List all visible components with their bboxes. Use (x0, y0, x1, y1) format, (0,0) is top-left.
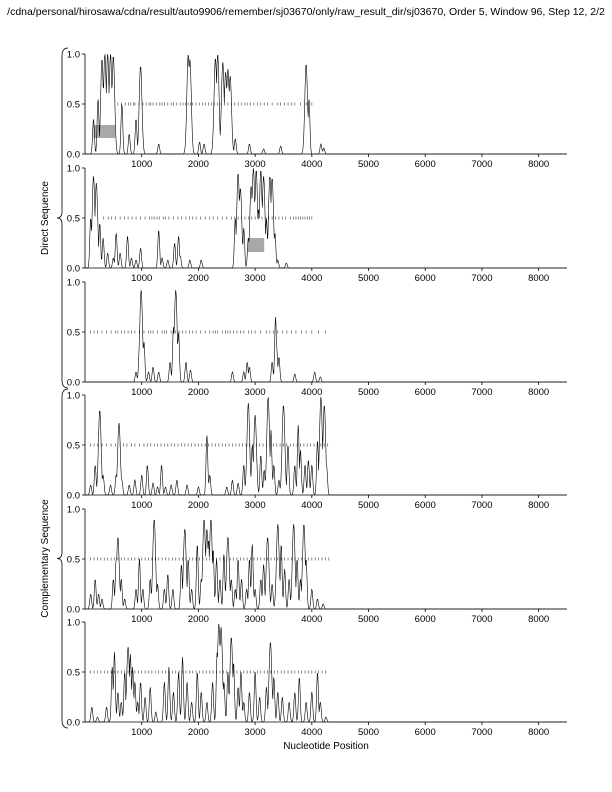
panel-3 (67, 278, 567, 399)
x-tick-label: 5000 (357, 273, 380, 284)
x-tick-label: 7000 (471, 273, 493, 284)
y-tick-label: 0.5 (66, 213, 80, 225)
x-tick-label: 3000 (244, 387, 266, 398)
y-tick-label: 0.0 (66, 490, 80, 502)
panel-1 (67, 50, 567, 171)
x-tick-label: 5000 (357, 387, 380, 398)
x-tick-label: 7000 (471, 727, 493, 738)
x-tick-label: 1000 (131, 500, 153, 511)
x-tick-label: 8000 (528, 727, 550, 738)
x-tick-label: 6000 (414, 273, 436, 284)
x-tick-label: 3000 (244, 500, 266, 511)
x-tick-label: 5000 (357, 159, 380, 170)
x-tick-label: 4000 (301, 727, 323, 738)
x-tick-label: 1000 (131, 614, 153, 625)
group-label: Complementary Sequence (40, 499, 51, 618)
y-tick-label: 1.0 (66, 617, 80, 629)
group-labels (40, 48, 68, 728)
x-tick-label: 6000 (414, 727, 436, 738)
x-tick-label: 2000 (187, 273, 209, 284)
y-tick-label: 0.0 (66, 377, 80, 389)
x-tick-label: 2000 (187, 614, 209, 625)
x-tick-label: 7000 (471, 500, 493, 511)
x-tick-label: 3000 (244, 614, 266, 625)
x-tick-label: 8000 (528, 614, 550, 625)
x-tick-label: 6000 (414, 387, 436, 398)
x-tick-label: 2000 (187, 387, 209, 398)
y-tick-label: 1.0 (66, 390, 80, 402)
series-line (85, 290, 567, 382)
y-tick-label: 1.0 (66, 163, 80, 175)
series-line (85, 624, 567, 722)
x-tick-label: 3000 (244, 727, 266, 738)
panel-4 (67, 391, 567, 512)
x-tick-label: 2000 (187, 500, 209, 511)
x-tick-label: 7000 (471, 159, 493, 170)
highlight-box (248, 238, 264, 252)
y-tick-label: 0.5 (66, 327, 80, 339)
y-tick-label: 1.0 (66, 277, 80, 289)
x-tick-label: 8000 (528, 500, 550, 511)
x-tick-label: 1000 (131, 159, 153, 170)
x-axis-title: Nucleotide Position (283, 741, 369, 752)
x-tick-label: 6000 (414, 500, 436, 511)
x-tick-label: 7000 (471, 614, 493, 625)
y-tick-label: 0.5 (66, 99, 80, 111)
x-tick-label: 4000 (301, 500, 323, 511)
x-tick-label: 2000 (187, 727, 209, 738)
x-tick-label: 8000 (528, 273, 550, 284)
y-tick-label: 0.5 (66, 554, 80, 566)
panel-2 (67, 164, 567, 285)
x-tick-label: 1000 (131, 387, 153, 398)
panels (67, 50, 567, 739)
x-tick-label: 4000 (301, 387, 323, 398)
page-title: /cdna/personal/hirosawa/cdna/result/auto9906/remember/sj03670/only/raw_result_dir/sj03670, Order 5, Window 96, Step 12, 2/2 (7, 6, 605, 18)
y-tick-label: 0.5 (66, 667, 80, 679)
x-tick-label: 3000 (244, 273, 266, 284)
group-label: Direct Sequence (40, 181, 51, 255)
y-tick-label: 0.0 (66, 604, 80, 616)
x-tick-label: 2000 (187, 159, 209, 170)
x-tick-label: 6000 (414, 614, 436, 625)
panel-5 (67, 505, 567, 626)
x-tick-label: 8000 (528, 159, 550, 170)
x-tick-label: 4000 (301, 273, 323, 284)
x-tick-label: 8000 (528, 387, 550, 398)
y-tick-label: 1.0 (66, 504, 80, 516)
series-line (85, 54, 567, 154)
y-tick-label: 0.0 (66, 717, 80, 729)
group-1 (40, 48, 68, 388)
series-line (85, 520, 567, 609)
x-tick-label: 4000 (301, 159, 323, 170)
y-tick-label: 0.5 (66, 440, 80, 452)
x-tick-label: 5000 (357, 500, 380, 511)
x-tick-label: 4000 (301, 614, 323, 625)
x-tick-label: 7000 (471, 387, 493, 398)
x-tick-label: 5000 (357, 727, 380, 738)
x-tick-label: 6000 (414, 159, 436, 170)
x-tick-label: 3000 (244, 159, 266, 170)
x-tick-label: 5000 (357, 614, 380, 625)
y-tick-label: 1.0 (66, 49, 80, 61)
x-tick-label: 1000 (131, 727, 153, 738)
y-tick-label: 0.0 (66, 149, 80, 161)
y-tick-label: 0.0 (66, 263, 80, 275)
x-tick-label: 1000 (131, 273, 153, 284)
group-2 (40, 389, 68, 728)
panel-6 (67, 618, 567, 739)
